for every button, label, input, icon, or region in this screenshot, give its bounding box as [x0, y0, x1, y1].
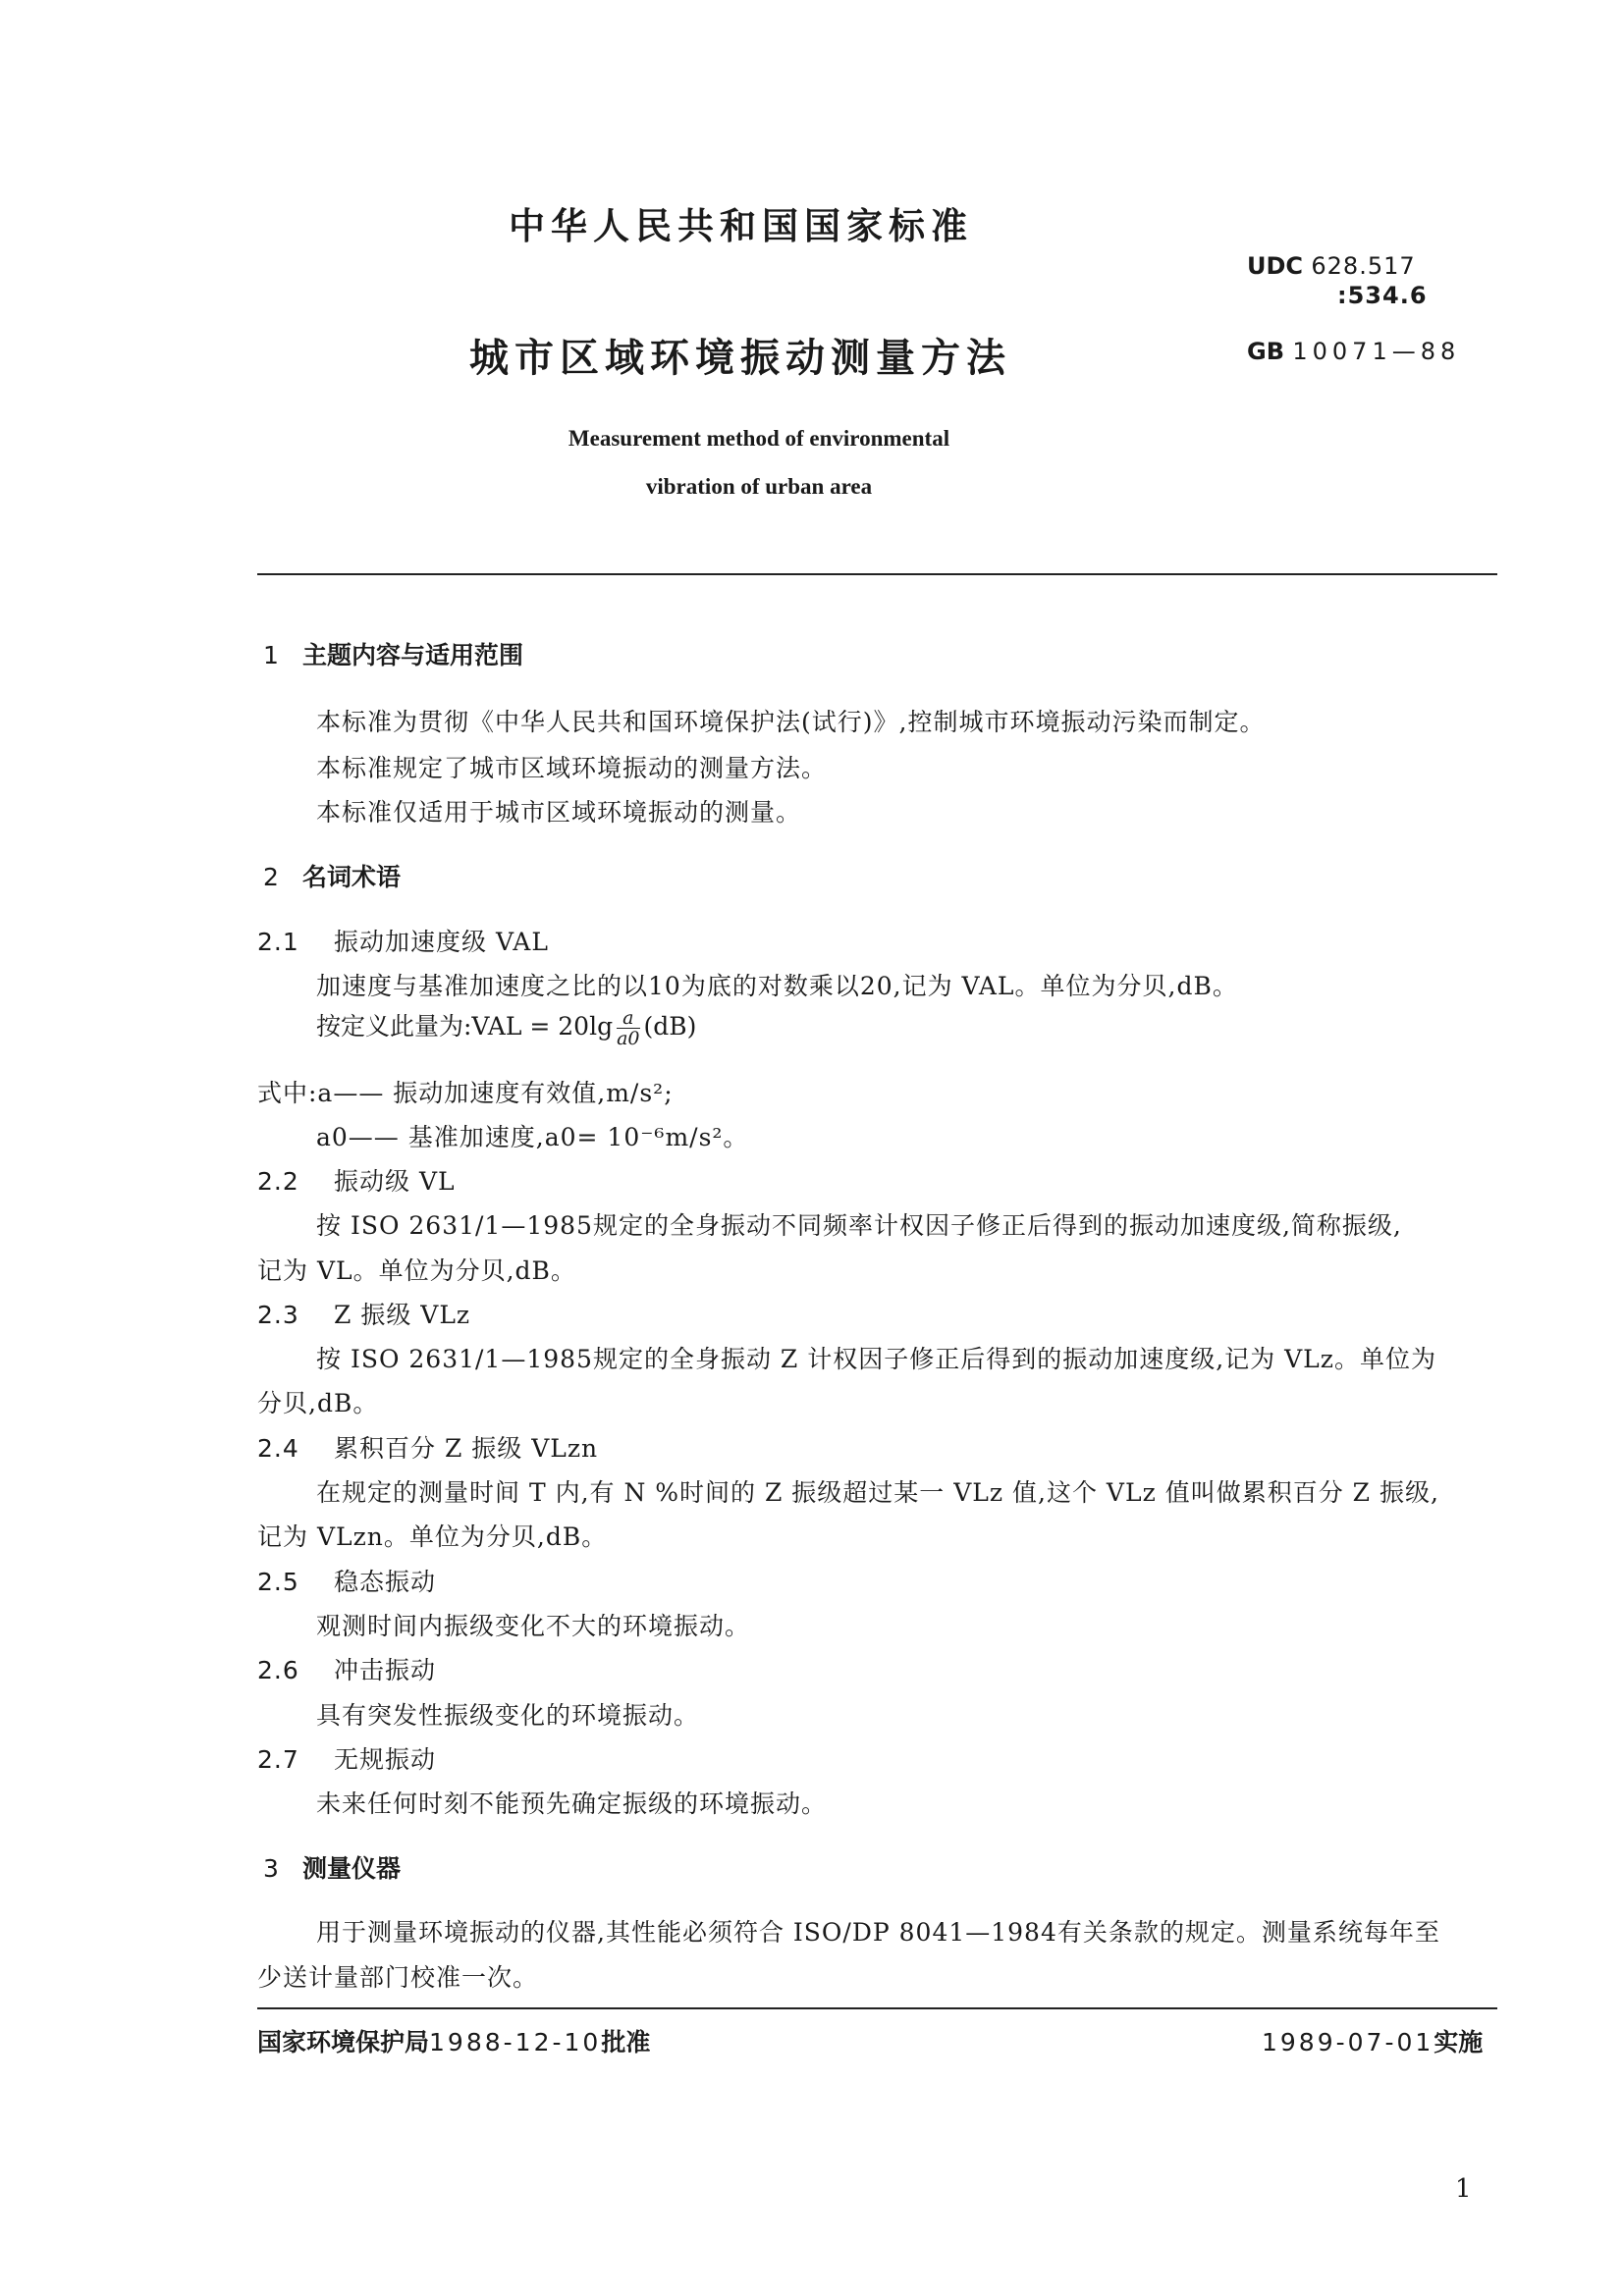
subsection-2-3: [257, 1296, 470, 1331]
subsection-number: 2.3: [257, 1301, 299, 1329]
paragraph: 少送计量部门校准一次。: [257, 1963, 539, 1992]
effective-suffix: 实施: [1434, 2028, 1484, 2056]
section-2-heading: [263, 858, 401, 893]
section-title: 主题内容与适用范围: [302, 641, 524, 669]
page-number: 1: [1455, 2174, 1472, 2204]
paragraph: 本标准仅适用于城市区域环境振动的测量。: [316, 798, 802, 827]
effective-date: 1989-07-01: [1262, 2028, 1434, 2056]
subsection-title: Z 振级 VLz: [334, 1301, 471, 1329]
approval-line: [257, 2023, 650, 2058]
udc-code-1: 628.517: [1311, 252, 1416, 280]
subsection-number: 2.5: [257, 1568, 299, 1596]
subsection-title: 冲击振动: [334, 1656, 437, 1684]
paragraph: 按 ISO 2631/1—1985规定的全身振动不同频率计权因子修正后得到的振动加速度级,简称振级,: [316, 1211, 1402, 1240]
formula-suffix: (dB): [643, 1012, 697, 1041]
udc-classification: [1247, 251, 1428, 310]
formula-where-1: 式中:a—— 振动加速度有效值,m/s²;: [257, 1079, 674, 1107]
section-number: 2: [263, 863, 279, 891]
paragraph: 按 ISO 2631/1—1985规定的全身振动 Z 计权因子修正后得到的振动加速度级,记为 VLz。单位为: [316, 1345, 1436, 1373]
subsection-number: 2.7: [257, 1745, 299, 1774]
udc-code-2: :534.6: [1337, 282, 1428, 309]
udc-label: UDC: [1247, 252, 1304, 280]
effective-line: [1262, 2023, 1483, 2058]
document-title: 城市区域环境振动测量方法: [469, 336, 1011, 381]
subsection-2-1: [257, 923, 549, 958]
gb-number: [1247, 338, 1460, 365]
paragraph: 加速度与基准加速度之比的以10为底的对数乘以20,记为 VAL。单位为分贝,dB。: [316, 972, 1238, 1000]
subsection-2-6: [257, 1651, 436, 1686]
english-title-line2: vibration of urban area: [645, 474, 873, 499]
paragraph: 本标准规定了城市区域环境振动的测量方法。: [316, 754, 828, 782]
subsection-title: 稳态振动: [334, 1568, 437, 1596]
subsection-title: 无规振动: [334, 1745, 437, 1774]
section-3-heading: [263, 1849, 401, 1885]
subsection-title: 累积百分 Z 振级 VLzn: [334, 1434, 599, 1463]
subsection-number: 2.6: [257, 1656, 299, 1684]
header-divider: [257, 573, 1497, 575]
paragraph: 用于测量环境振动的仪器,其性能必须符合 ISO/DP 8041—1984有关条款的规定。测量系统每年至: [316, 1918, 1440, 1947]
paragraph: 分贝,dB。: [257, 1389, 379, 1417]
gb-code: 10071—88: [1292, 338, 1461, 365]
paragraph: 未来任何时刻不能预先确定振级的环境振动。: [316, 1789, 828, 1818]
paragraph: 观测时间内振级变化不大的环境振动。: [316, 1612, 751, 1640]
section-1-heading: [263, 636, 523, 671]
approval-date: 1988-12-10: [429, 2028, 602, 2056]
section-title: 测量仪器: [302, 1854, 402, 1883]
subsection-number: 2.4: [257, 1434, 299, 1463]
formula-fraction: [617, 1008, 639, 1048]
subsection-2-5: [257, 1563, 436, 1598]
paragraph: 在规定的测量时间 T 内,有 N %时间的 Z 振级超过某一 VLz 值,这个 VLz 值叫做累积百分 Z 振级,: [316, 1478, 1439, 1507]
subsection-title: 振动加速度级 VAL: [334, 928, 549, 956]
paragraph: 本标准为贯彻《中华人民共和国环境保护法(试行)》,控制城市环境振动污染而制定。: [316, 708, 1266, 736]
section-number: 1: [263, 641, 279, 669]
fraction-denominator: a0: [617, 1028, 640, 1049]
footer-divider: [257, 2007, 1497, 2009]
gb-label: GB: [1247, 338, 1284, 365]
formula-prefix: 按定义此量为:VAL = 20lg: [316, 1012, 614, 1041]
english-title: [538, 414, 980, 510]
english-title-line1: Measurement method of environmental: [568, 426, 950, 451]
paragraph: 记为 VL。单位为分贝,dB。: [257, 1256, 576, 1285]
subsection-number: 2.2: [257, 1167, 299, 1196]
subsection-2-4: [257, 1429, 598, 1465]
paragraph: 具有突发性振级变化的环境振动。: [316, 1701, 700, 1730]
approving-organization: 国家环境保护局: [257, 2028, 430, 2056]
formula-where-2: a0—— 基准加速度,a0= 10⁻⁶m/s²。: [316, 1123, 749, 1151]
paragraph: 记为 VLzn。单位为分贝,dB。: [257, 1522, 608, 1551]
subsection-2-7: [257, 1740, 436, 1776]
section-number: 3: [263, 1854, 279, 1883]
approval-suffix: 批准: [601, 2028, 651, 2056]
section-title: 名词术语: [302, 863, 402, 891]
val-formula: [316, 1007, 696, 1048]
subsection-2-2: [257, 1162, 456, 1198]
subsection-title: 振动级 VL: [334, 1167, 456, 1196]
national-standard-heading: 中华人民共和国国家标准: [509, 205, 973, 247]
subsection-number: 2.1: [257, 928, 299, 956]
fraction-numerator: a: [617, 1008, 639, 1029]
